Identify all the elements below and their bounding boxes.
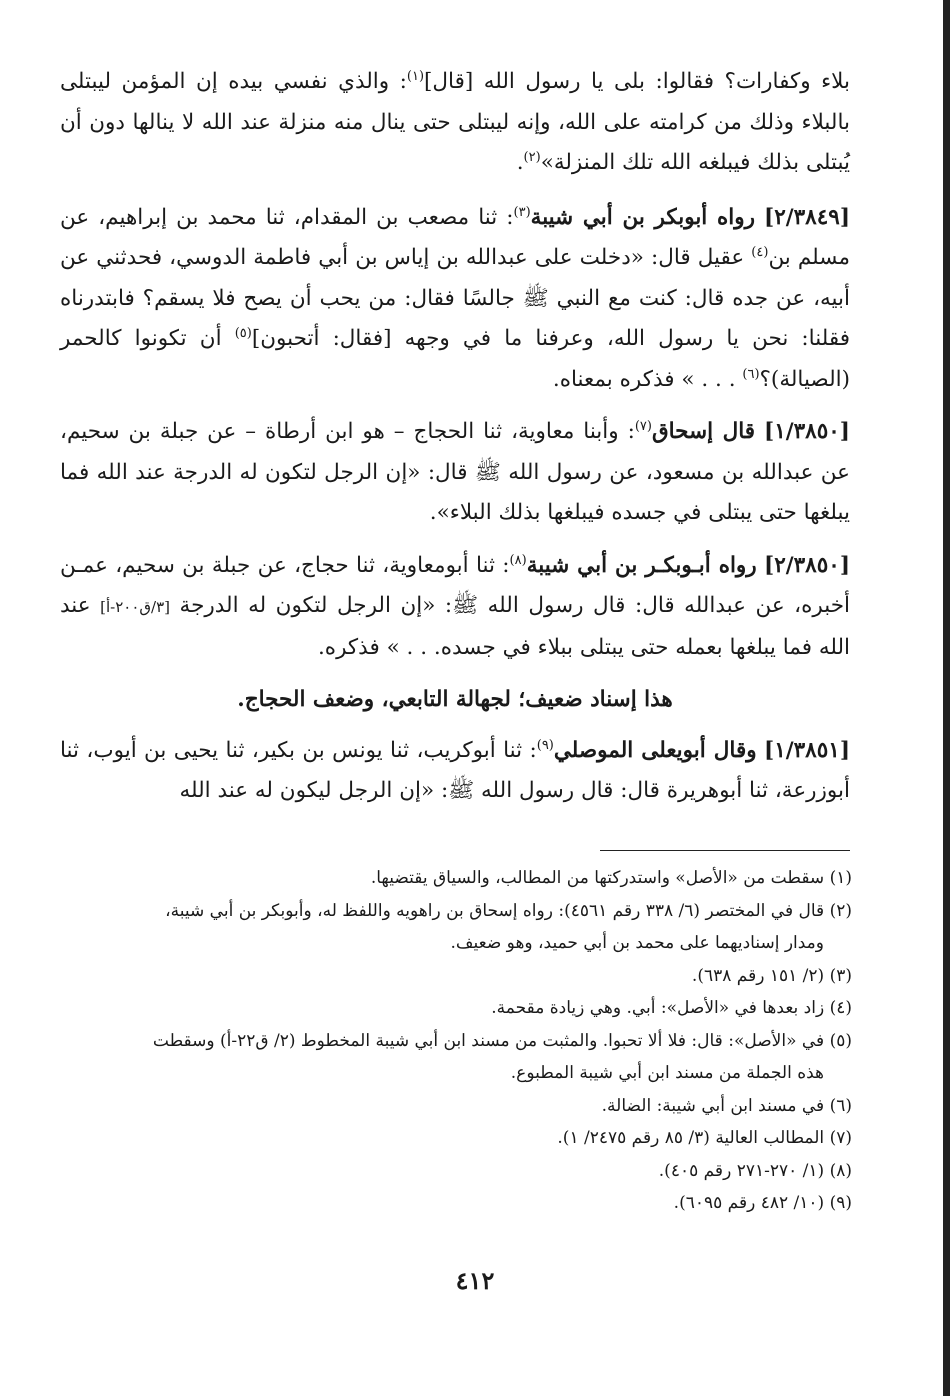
- footnote-number: (٣): [829, 965, 852, 986]
- footnote-text: (٢/ ١٥١ رقم ٦٣٨).: [691, 965, 825, 986]
- hadith-text: أن تكونوا كالحمر (الصيالة)؟: [60, 326, 850, 392]
- scan-edge: [943, 0, 950, 1396]
- footnote-number: (٦): [829, 1095, 852, 1116]
- footnote-marker[interactable]: (١): [406, 68, 425, 84]
- hadith-text: : ثنا أبوكريب، ثنا يونس بن بكير، ثنا يحيى بن أيوب، ثنا أبوزرعة، ثنا أبوهريرة قال: قال رسول الله ﷺ: «إن الرجل ليكون له عند الله: [60, 737, 850, 803]
- hadith-3850a-paragraph: [60, 412, 850, 534]
- footnote-marker[interactable]: (٤): [751, 244, 769, 260]
- hadith-3849-paragraph: [60, 198, 850, 401]
- footnote-text: في مسند ابن أبي شيبة: الضالة.: [601, 1095, 825, 1116]
- hadith-text: عقيل قال: «دخلت على عبدالله بن إياس بن أبي فاطمة الدوسي، فحدثني عن أبيه، عن جده قال: كنت مع النبي ﷺ جالسًا فقال: من يحب أن يصح فلا يسقم؟ فابتدرناه فقلنا: نحن يا رسول الله، وعرفنا ما في وجهه [فقال: أتحبون]: [60, 245, 850, 351]
- footnotes-list: [72, 862, 852, 1220]
- footnote-number: (٥): [829, 1030, 852, 1051]
- footnote-number: (٧): [829, 1128, 852, 1148]
- footnote-text: سقطت من «الأصل» واستدركتها من المطالب، والسياق يقتضيها.: [370, 868, 825, 888]
- footnote-text: قال في المختصر (٦/ ٣٣٨ رقم ٤٥٦١): رواه إسحاق بن راهويه واللفظ له، وأبوبكر بن أبي شيبة،: [165, 900, 825, 921]
- footnote-item: [72, 960, 852, 993]
- footnote-item: [72, 1090, 852, 1123]
- manuscript-folio-marker: [٣/ق٢٠٠-أ]: [100, 598, 171, 616]
- footnote-item: [72, 862, 852, 895]
- footnote-number: (٩): [829, 1193, 852, 1213]
- hadith-source: قال إسحاق: [651, 419, 756, 444]
- footnote-text: في «الأصل»: قال: فلا ألا تحبوا. والمثبت من مسند ابن أبي شيبة المخطوط (٢/ ق٢٢-أ) وسقطت: [152, 1030, 825, 1051]
- hadith-source: رواه أبوبكر بن أبي شيبة: [530, 204, 755, 230]
- footnote-item: [72, 895, 852, 928]
- hadith-3851-paragraph: [60, 731, 850, 812]
- hadith-number: [٢/٣٨٥٠]: [764, 552, 850, 578]
- hadith-text: : ثنا مصعب بن المقدام، ثنا محمد بن إبراهيم، عن مسلم بن: [60, 204, 850, 270]
- footnote-item: [72, 1122, 852, 1155]
- isnad-ruling: هذا إسناد ضعيف؛ لجهالة التابعي، وضعف الحجاج.: [237, 687, 673, 712]
- footnote-number: (١): [829, 868, 852, 888]
- footnote-item: [72, 992, 852, 1025]
- footnote-text: (١٠/ ٤٨٢ رقم ٦٠٩٥).: [673, 1193, 825, 1213]
- footnote-number: (٤): [829, 998, 852, 1018]
- main-text: [60, 62, 850, 824]
- footnote-marker[interactable]: (٣): [513, 204, 531, 220]
- hadith-text: عند الله فما يبلغها بعمله حتى يبتلى ببلاء في جسده. . . » فذكره.: [60, 593, 850, 660]
- hadith-source: وقال أبويعلى الموصلي: [553, 737, 757, 763]
- footnote-text: المطالب العالية (٣/ ٨٥ رقم ٢٤٧٥/ ١).: [557, 1128, 825, 1148]
- footnote-continuation: ومدار إسناديهما على محمد بن أبي حميد، وهو ضعيف.: [450, 933, 824, 953]
- intro-text: : والذي نفسي بيده إن المؤمن ليبتلى بالبلاء وذلك من كرامته على الله، وإنه ليبتلى حتى ينال منه منزلة عند الله لا ينالها دون أن يُبتلى بذلك فيبلغه الله تلك المنزلة»: [60, 69, 850, 175]
- page-number: ٤١٢: [455, 1266, 495, 1295]
- footnote-number: (٢): [829, 900, 852, 921]
- hadith-text: . . . » فذكره بمعناه.: [552, 366, 743, 392]
- footnote-marker[interactable]: (٦): [742, 366, 760, 382]
- hadith-number: [١/٣٨٥٠]: [764, 419, 850, 444]
- footnote-marker[interactable]: (٩): [536, 737, 554, 753]
- footnote-text: زاد بعدها في «الأصل»: أبي. وهي زيادة مقحمة.: [491, 998, 825, 1018]
- intro-text: .: [516, 150, 524, 175]
- intro-text: بلاء وكفارات؟ فقالوا: بلى يا رسول الله [قال]: [424, 69, 850, 94]
- footnote-item: [72, 1025, 852, 1058]
- footnote-continuation: هذه الجملة من مسند ابن أبي شيبة المطبوع.: [510, 1063, 824, 1083]
- footnote-number: (٨): [829, 1160, 852, 1181]
- hadith-number: [١/٣٨٥١]: [764, 737, 850, 763]
- footnote-marker[interactable]: (٢): [523, 149, 541, 165]
- hadith-text: : ثنا أبومعاوية، ثنا حجاج، عن جبلة بن سحيم، عمـن أخبره، عن عبدالله قال: قال رسول الله ﷺ: «إن الرجل لتكون له الدرجة: [60, 552, 850, 618]
- hadith-number: [٢/٣٨٤٩]: [764, 204, 850, 230]
- footnote-marker[interactable]: (٨): [509, 552, 527, 568]
- footnote-marker[interactable]: (٥): [234, 325, 252, 341]
- hadith-text: : وأبنا معاوية، ثنا الحجاج – هو ابن أرطاة – عن جبلة بن سحيم، عن عبدالله بن مسعود، عن رسول الله ﷺ قال: «إن الرجل لتكون له الدرجة عند الله فما يبلغها حتى يبتلى في جسده فيبلغها بذلك البلاء».: [60, 419, 850, 525]
- footnote-marker[interactable]: (٧): [634, 418, 652, 434]
- hadith-source: رواه أبـوبكـر بن أبي شيبة: [526, 552, 757, 578]
- footnote-text: (١/ ٢٧٠-٢٧١ رقم ٤٠٥).: [658, 1160, 825, 1181]
- footnote-item: [72, 1187, 852, 1220]
- footnote-separator: [600, 850, 850, 851]
- footnote-item: [72, 1155, 852, 1188]
- hadith-3850b-paragraph: [60, 546, 850, 669]
- intro-paragraph: [60, 62, 850, 184]
